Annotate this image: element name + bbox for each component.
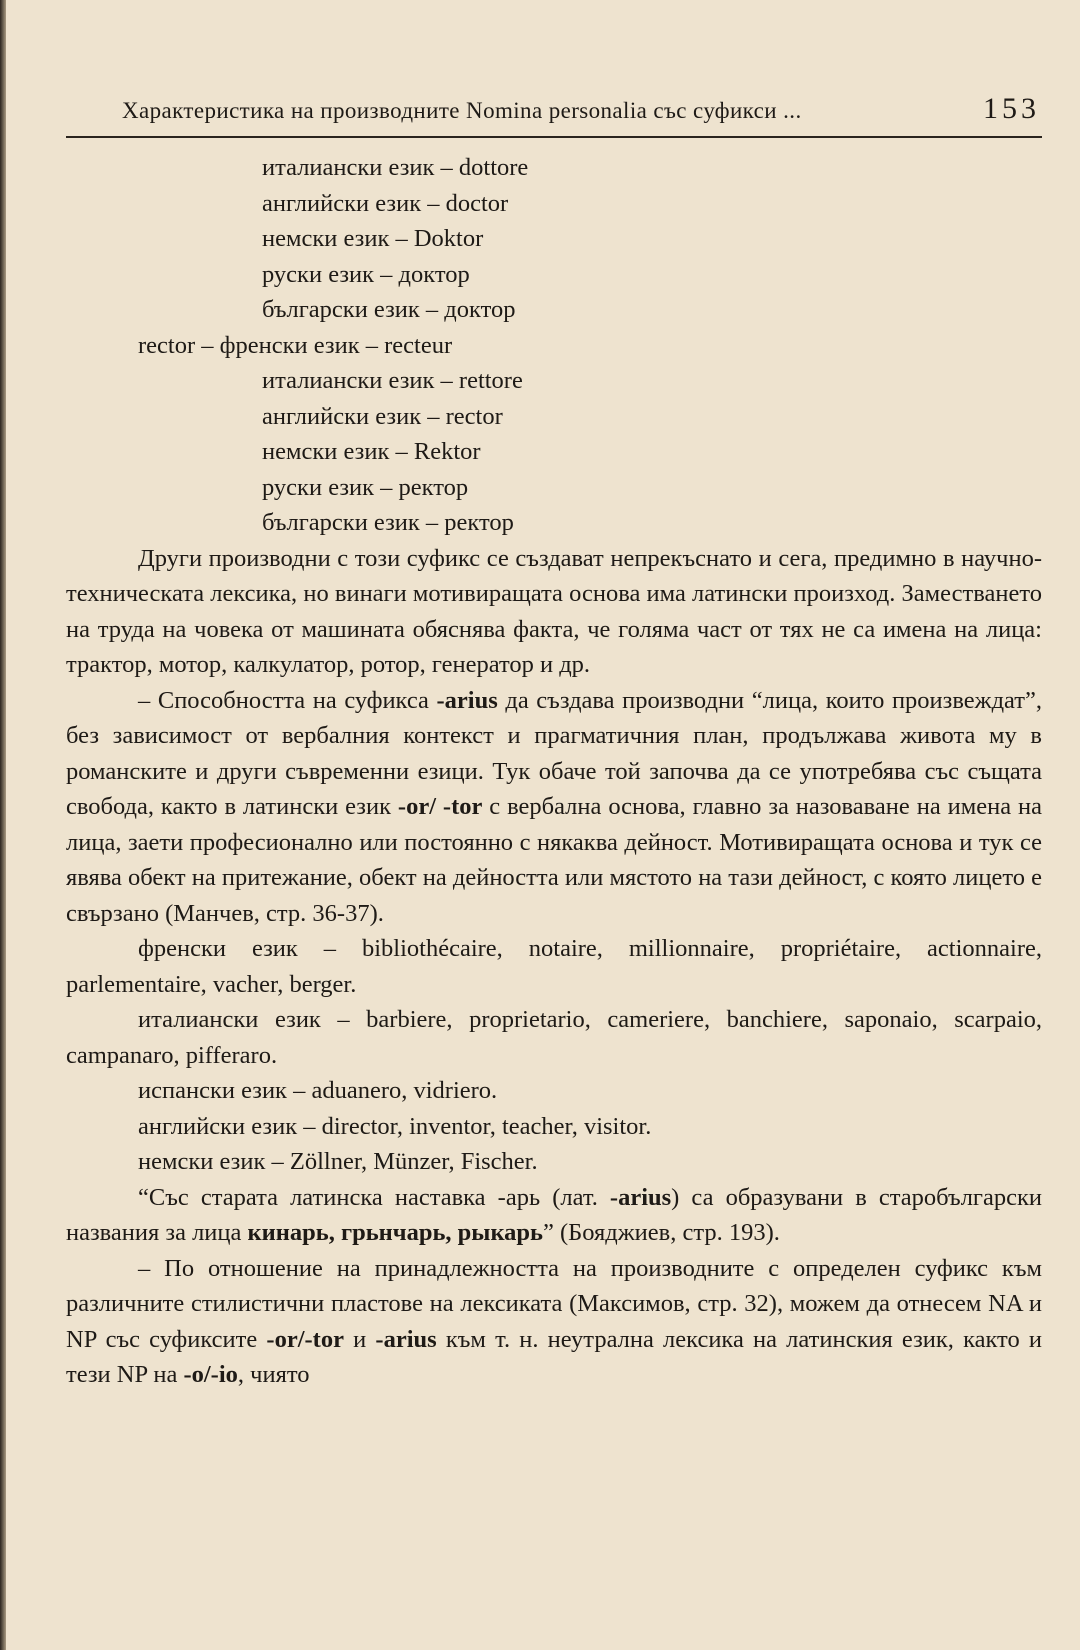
example-italian: италиански език – barbiere, proprietario, cameriere, banchiere, saponaio, scarpaio, campanaro, pifferaro.: [66, 1006, 1042, 1069]
suffix-term: -arius: [436, 686, 498, 714]
example-english: английски език – director, inventor, teacher, visitor.: [138, 1112, 652, 1140]
example-line: немски език – Doktor: [262, 225, 484, 252]
example-line: руски език – ректор: [262, 473, 469, 501]
paragraph-3: [66, 1180, 1042, 1251]
text-run: , чиято: [237, 1361, 310, 1388]
example-line: немски език – Rektor: [262, 438, 481, 465]
text-run: и: [343, 1325, 376, 1353]
text-run: “Със старата латинска наставка -арь (лат.: [138, 1183, 610, 1211]
suffix-term: -or/-tor: [266, 1325, 344, 1353]
suffix-term: -o/-io: [183, 1361, 238, 1388]
page-number: 153: [983, 92, 1040, 125]
example-line: руски език – доктор: [262, 260, 470, 288]
example-line: английски език – doctor: [262, 189, 509, 217]
example-german: немски език – Zöllner, Münzer, Fischer.: [138, 1148, 538, 1175]
page-binding-edge: [0, 0, 6, 1650]
text-run: ” (Бояджиев, стр. 193).: [543, 1219, 780, 1246]
example-line: италиански език – dottore: [262, 154, 529, 181]
old-bulgarian-words: кинарь, грьнчарь, рыкарь: [247, 1219, 544, 1246]
example-line: италиански език – rettore: [262, 367, 523, 394]
text-run: към т. н. неутрална лексика на латинския език, както и тези NP на: [66, 1325, 1042, 1388]
suffix-term: -arius: [609, 1183, 672, 1211]
example-line: английски език – rector: [262, 402, 503, 430]
paragraph-4: [66, 1251, 1042, 1393]
text-run: – Способността на суфикса: [138, 686, 437, 714]
example-spanish: испански език – aduanero, vidriero.: [138, 1077, 498, 1104]
text-run: с вербална основа, главно за назоваване на имена на лица, заети професионално или постоянно с някаква дейност. Мотивиращата основа и тук се явява обект на притежание, обект на дейността или мястото на тази дейност, с която лицето е свързано (Манчев, стр. 36-37).: [66, 793, 1042, 927]
paragraph-2: [66, 683, 1042, 932]
running-header: [66, 92, 1042, 138]
example-line: български език – ректор: [262, 509, 514, 536]
page-body: [66, 150, 1042, 1393]
text-run: – По отношение на принадлежността на производните с определен суфикс към различните стилистични пластове на лексиката (Максимов, стр. 32), можем да отнесем NA и NP със суфиксите: [66, 1254, 1042, 1353]
text-run: ) са образувани в старобългарски названия за лица: [66, 1183, 1042, 1246]
suffix-term: -arius: [375, 1325, 437, 1353]
example-line: rector – френски език – recteur: [138, 331, 453, 359]
text-run: да създава производни “лица, които произвеждат”, без зависимост от вербалния контекст и прагматичния план, продължава живота му в романските и други съвременни езици. Тук обаче той започва да се употребява със същата свобода, както в латински език: [66, 686, 1042, 820]
suffix-term: -or/ -tor: [397, 793, 483, 820]
example-line: български език – доктор: [262, 296, 516, 323]
example-french: френски език – bibliothécaire, notaire, millionnaire, propriétaire, actionnaire, parlementaire, vacher, berger.: [66, 935, 1042, 998]
paragraph-1: Други производни с този суфикс се създават непрекъснато и сега, предимно в научно-техническата лексика, но винаги мотивиращата основа има латински произход. Заместването на труда на човека от машината обяснява факта, че голяма част от тях не са имена на лица: трактор, мотор, калкулатор, ротор, генератор и др.: [66, 544, 1042, 678]
header-title: Характеристика на производните Nomina personalia със суфикси ...: [122, 98, 802, 123]
